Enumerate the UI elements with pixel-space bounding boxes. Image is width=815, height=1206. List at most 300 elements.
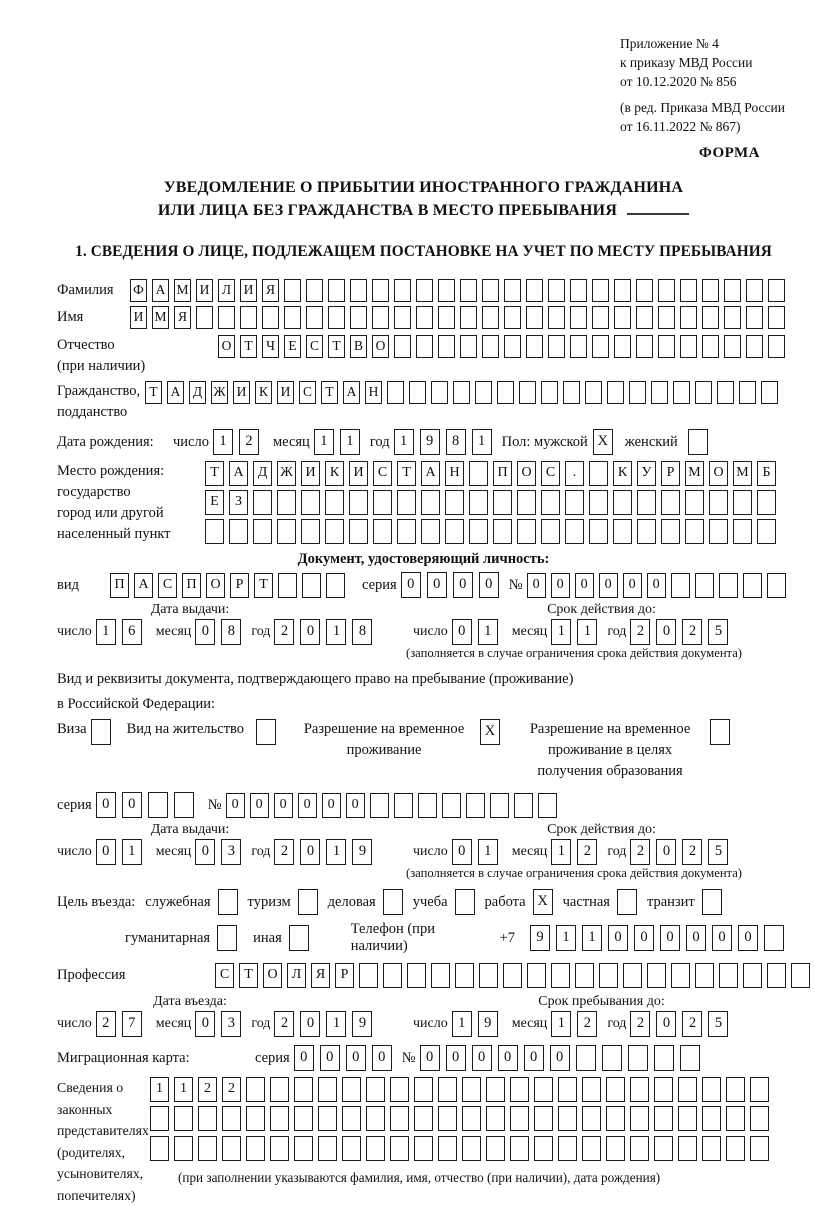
representatives-cells-row1 (150, 1077, 774, 1102)
form-title-line2 (57, 199, 790, 222)
char-cell (301, 490, 320, 515)
char-cell: 2 (274, 619, 294, 645)
char-cell (270, 1077, 289, 1102)
char-cell (503, 963, 522, 988)
expiry-day-cells (452, 619, 504, 645)
char-cell (394, 793, 413, 818)
identity-expiry-caption: Срок действия до: (413, 602, 790, 618)
char-cell (541, 381, 558, 404)
char-cell: 1 (96, 619, 116, 645)
char-cell (270, 1136, 289, 1161)
char-cell (680, 306, 697, 329)
char-cell (538, 793, 557, 818)
residence-series-cells (96, 792, 200, 818)
char-cell (726, 1136, 745, 1161)
char-cell: 1 (582, 925, 602, 951)
char-cell (576, 1045, 596, 1071)
char-cell (654, 1136, 673, 1161)
char-cell (592, 335, 609, 358)
char-cell: 1 (551, 619, 571, 645)
char-cell: 0 (96, 792, 116, 818)
profession-row (57, 963, 790, 988)
char-cell (719, 573, 738, 598)
char-cell (466, 793, 485, 818)
char-cell: П (493, 461, 512, 486)
migration-card-row (57, 1045, 790, 1071)
char-cell: 0 (226, 793, 245, 818)
char-cell (504, 335, 521, 358)
issue-month-label: месяц (156, 624, 192, 640)
char-cell (637, 490, 656, 515)
residence-expiry-year-cells (630, 839, 734, 865)
char-cell (695, 963, 714, 988)
char-cell (438, 279, 455, 302)
char-cell (217, 925, 237, 951)
char-cell (724, 279, 741, 302)
char-cell: Т (328, 335, 345, 358)
char-cell (298, 889, 318, 915)
char-cell (414, 1106, 433, 1131)
representatives-note: (при заполнении указываются фамилия, имя, отчество (при наличии), дата рождения) (178, 1170, 790, 1186)
char-cell (548, 279, 565, 302)
char-cell (680, 279, 697, 302)
char-cell: 0 (250, 793, 269, 818)
char-cell (475, 381, 492, 404)
char-cell: 1 (478, 839, 498, 865)
char-cell: М (685, 461, 704, 486)
char-cell: М (152, 306, 169, 329)
char-cell: 1 (314, 429, 334, 455)
issue-year-cells (274, 619, 378, 645)
char-cell: Ч (262, 335, 279, 358)
char-cell (613, 490, 632, 515)
sex-female-label: женский (625, 434, 678, 451)
char-cell (606, 1106, 625, 1131)
char-cell: 0 (634, 925, 654, 951)
char-cell (294, 1136, 313, 1161)
char-cell (658, 306, 675, 329)
char-cell (218, 306, 235, 329)
char-cell (510, 1077, 529, 1102)
char-cell: О (517, 461, 536, 486)
char-cell (671, 573, 690, 598)
char-cell: 0 (452, 619, 472, 645)
stay-year-label: год (607, 1016, 626, 1032)
char-cell (651, 381, 668, 404)
char-cell (589, 519, 608, 544)
char-cell: 0 (322, 793, 341, 818)
char-cell (453, 381, 470, 404)
birth-place-rows (205, 461, 790, 549)
char-cell (623, 963, 642, 988)
entry-year-cells (274, 1011, 378, 1037)
char-cell (702, 1077, 721, 1102)
char-cell: С (158, 573, 177, 598)
birth-place-cells-row2 (205, 490, 781, 515)
birth-place-label-line2: государство (57, 482, 205, 503)
char-cell (534, 1136, 553, 1161)
char-cell (366, 1077, 385, 1102)
char-cell: И (349, 461, 368, 486)
char-cell (284, 279, 301, 302)
residence-issue-year-label: год (251, 844, 270, 860)
char-cell: 1 (174, 1077, 193, 1102)
title-underline (627, 213, 689, 215)
char-cell (150, 1106, 169, 1131)
char-cell (673, 381, 690, 404)
char-cell: 3 (221, 1011, 241, 1037)
char-cell (750, 1136, 769, 1161)
char-cell (613, 519, 632, 544)
char-cell (497, 381, 514, 404)
purpose-official-label: служебная (145, 894, 210, 911)
residence-issue-day-label: число (57, 844, 92, 860)
stay-until-caption: Срок пребывания до: (413, 994, 790, 1010)
patronymic-cells (218, 335, 790, 358)
char-cell (418, 793, 437, 818)
residence-expiry-day-label: число (413, 844, 448, 860)
char-cell (570, 306, 587, 329)
char-cell: 1 (326, 839, 346, 865)
char-cell: 5 (708, 619, 728, 645)
residence-issue-caption: Дата выдачи: (57, 822, 413, 838)
char-cell (246, 1106, 265, 1131)
char-cell (350, 306, 367, 329)
residence-number-label: № (208, 797, 222, 814)
char-cell (592, 306, 609, 329)
phone-prefix: +7 (500, 930, 515, 947)
representatives-label-line4: (родителях, (57, 1142, 150, 1164)
char-cell (278, 573, 297, 598)
char-cell (318, 1077, 337, 1102)
char-cell (460, 306, 477, 329)
representatives-cells-row3 (150, 1136, 774, 1161)
char-cell: 0 (479, 572, 499, 598)
purpose-business-label: деловая (328, 894, 376, 911)
appendix-line-2: к приказу МВД России (620, 53, 790, 72)
char-cell: 0 (686, 925, 706, 951)
char-cell: 1 (326, 1011, 346, 1037)
char-cell (205, 519, 224, 544)
char-cell: 1 (394, 429, 414, 455)
char-cell (372, 279, 389, 302)
char-cell: 0 (656, 1011, 676, 1037)
expiry-year-cells (630, 619, 734, 645)
char-cell: О (206, 573, 225, 598)
birth-place-label-line4: населенный пункт (57, 524, 205, 545)
purpose-tourism-label: туризм (248, 894, 291, 911)
surname-row (57, 279, 790, 302)
sex-female-checkbox (688, 429, 708, 455)
char-cell (563, 381, 580, 404)
char-cell: Д (189, 381, 206, 404)
char-cell: С (541, 461, 560, 486)
char-cell: Л (287, 963, 306, 988)
char-cell (438, 1077, 457, 1102)
char-cell (416, 279, 433, 302)
option-residence-permit-checkbox (256, 719, 276, 745)
char-cell: Т (254, 573, 273, 598)
char-cell: И (301, 461, 320, 486)
char-cell (702, 1106, 721, 1131)
citizenship-label-line2: подданство (57, 402, 145, 423)
char-cell (222, 1106, 241, 1131)
stay-day-label: число (413, 1016, 448, 1032)
purpose-humanitarian-label: гуманитарная (125, 930, 210, 947)
identity-expiry-col (413, 602, 790, 645)
char-cell (733, 519, 752, 544)
representatives-label-line6: попечителях) (57, 1185, 150, 1206)
purpose-private-checkbox (617, 889, 637, 915)
char-cell (372, 306, 389, 329)
char-cell: 0 (453, 572, 473, 598)
identity-doc-note: (заполняется в случае ограничения срока действия документа) (57, 646, 790, 661)
char-cell: 1 (122, 839, 142, 865)
char-cell (174, 792, 194, 818)
surname-label: Фамилия (57, 282, 130, 299)
entry-day-label: число (57, 1016, 92, 1032)
purpose-other-label: иная (253, 930, 282, 947)
residence-doc-note: (заполняется в случае ограничения срока действия документа) (57, 866, 790, 881)
char-cell (325, 519, 344, 544)
char-cell (558, 1106, 577, 1131)
char-cell (328, 279, 345, 302)
char-cell (791, 963, 810, 988)
char-cell: 9 (478, 1011, 498, 1037)
option-temp-residence-checkbox (480, 719, 500, 745)
char-cell: 2 (577, 1011, 597, 1037)
representatives-cells-row2 (150, 1106, 774, 1131)
char-cell (757, 519, 776, 544)
char-cell: 2 (239, 429, 259, 455)
char-cell: 5 (708, 839, 728, 865)
representatives-rows (150, 1077, 790, 1186)
char-cell: Р (661, 461, 680, 486)
residence-issue-month-cells (195, 839, 247, 865)
char-cell: 0 (452, 839, 472, 865)
char-cell (526, 335, 543, 358)
residence-series-label: серия (57, 797, 92, 814)
char-cell (637, 519, 656, 544)
char-cell (678, 1106, 697, 1131)
char-cell (658, 335, 675, 358)
birth-day-label: число (173, 434, 209, 451)
char-cell (253, 519, 272, 544)
sex-male-label: Пол: мужской (502, 434, 588, 451)
char-cell (647, 963, 666, 988)
doc-series-label: серия (362, 577, 397, 594)
char-cell (421, 519, 440, 544)
entry-day-cells (96, 1011, 148, 1037)
char-cell (174, 1136, 193, 1161)
migration-series-label: серия (255, 1050, 290, 1067)
char-cell: П (182, 573, 201, 598)
representatives-label-line3: представителях (57, 1120, 150, 1142)
char-cell (445, 490, 464, 515)
char-cell: 0 (420, 1045, 440, 1071)
char-cell (416, 306, 433, 329)
char-cell: 1 (551, 1011, 571, 1037)
char-cell: 0 (550, 1045, 570, 1071)
char-cell: И (277, 381, 294, 404)
char-cell: 1 (556, 925, 576, 951)
birth-place-label-line3: город или другой (57, 503, 205, 524)
char-cell: Е (284, 335, 301, 358)
char-cell (589, 490, 608, 515)
char-cell: П (110, 573, 129, 598)
option-visa (57, 719, 111, 745)
char-cell (438, 335, 455, 358)
char-cell: Т (321, 381, 338, 404)
char-cell (695, 573, 714, 598)
citizenship-row (57, 381, 790, 423)
char-cell (654, 1077, 673, 1102)
char-cell: 2 (682, 839, 702, 865)
birth-month-cells (314, 429, 366, 455)
char-cell: З (229, 490, 248, 515)
stay-until-col (413, 994, 790, 1037)
phone-cells (530, 925, 790, 951)
char-cell (462, 1136, 481, 1161)
char-cell (630, 1077, 649, 1102)
char-cell (246, 1136, 265, 1161)
char-cell (685, 519, 704, 544)
identity-doc-dates (57, 602, 790, 645)
char-cell (366, 1136, 385, 1161)
char-cell (630, 1106, 649, 1131)
char-cell (462, 1106, 481, 1131)
representatives-label-line2: законных (57, 1099, 150, 1121)
birth-year-cells (394, 429, 498, 455)
char-cell: 1 (452, 1011, 472, 1037)
char-cell: Е (205, 490, 224, 515)
char-cell: А (343, 381, 360, 404)
char-cell (582, 1136, 601, 1161)
char-cell (702, 279, 719, 302)
char-cell (636, 279, 653, 302)
char-cell (373, 490, 392, 515)
char-cell (570, 335, 587, 358)
char-cell: 0 (300, 1011, 320, 1037)
char-cell: Р (230, 573, 249, 598)
char-cell (743, 573, 762, 598)
stay-month-cells (551, 1011, 603, 1037)
form-title-line2-text: ИЛИ ЛИЦА БЕЗ ГРАЖДАНСТВА В МЕСТО ПРЕБЫВАНИЯ (158, 202, 617, 219)
char-cell (614, 279, 631, 302)
char-cell (262, 306, 279, 329)
char-cell: А (229, 461, 248, 486)
issue-day-cells (96, 619, 148, 645)
char-cell (558, 1077, 577, 1102)
citizenship-label (57, 381, 145, 423)
char-cell (629, 381, 646, 404)
char-cell: 0 (608, 925, 628, 951)
char-cell (617, 889, 637, 915)
entry-date-caption: Дата въезда: (57, 994, 413, 1010)
char-cell (517, 519, 536, 544)
char-cell: 0 (195, 619, 215, 645)
char-cell: 1 (340, 429, 360, 455)
char-cell: 1 (472, 429, 492, 455)
char-cell (460, 279, 477, 302)
char-cell (414, 1077, 433, 1102)
char-cell (482, 279, 499, 302)
birth-place-block (57, 461, 790, 549)
char-cell (198, 1136, 217, 1161)
char-cell: 2 (630, 1011, 650, 1037)
char-cell: И (130, 306, 147, 329)
char-cell: К (255, 381, 272, 404)
option-residence-permit (127, 719, 276, 745)
char-cell: 9 (352, 1011, 372, 1037)
char-cell (482, 306, 499, 329)
char-cell: X (593, 429, 613, 455)
char-cell (469, 490, 488, 515)
char-cell (702, 1136, 721, 1161)
char-cell (702, 889, 722, 915)
purpose-study-label: учеба (413, 894, 448, 911)
char-cell (671, 963, 690, 988)
char-cell (438, 1136, 457, 1161)
birth-month-label: месяц (273, 434, 310, 451)
char-cell: 0 (623, 573, 642, 598)
char-cell: 0 (195, 839, 215, 865)
char-cell (570, 279, 587, 302)
char-cell (527, 963, 546, 988)
char-cell (661, 519, 680, 544)
doc-kind-label: вид (57, 577, 110, 594)
char-cell (767, 573, 786, 598)
char-cell (397, 490, 416, 515)
char-cell (658, 279, 675, 302)
char-cell (702, 306, 719, 329)
identity-issue-col (57, 602, 413, 645)
char-cell: Н (365, 381, 382, 404)
char-cell (709, 519, 728, 544)
char-cell: 0 (524, 1045, 544, 1071)
purpose-transit-checkbox (702, 889, 722, 915)
residence-doc-dates (57, 822, 790, 865)
phone-label: Телефон (при наличии) (351, 921, 472, 955)
char-cell (606, 1077, 625, 1102)
residence-number-cells (226, 793, 562, 818)
option-residence-permit-label: Вид на жительство (127, 719, 244, 740)
char-cell: 7 (122, 1011, 142, 1037)
form-label: ФОРМА (57, 145, 790, 162)
appendix-block (620, 34, 790, 136)
char-cell (294, 1077, 313, 1102)
profession-cells (215, 963, 815, 988)
residence-issue-month-label: месяц (156, 844, 192, 860)
char-cell (301, 519, 320, 544)
expiry-day-label: число (413, 624, 448, 640)
char-cell (654, 1045, 674, 1071)
char-cell (302, 573, 321, 598)
option-temp-residence-education (518, 719, 730, 782)
char-cell: А (421, 461, 440, 486)
char-cell (482, 335, 499, 358)
char-cell (510, 1136, 529, 1161)
char-cell (607, 381, 624, 404)
citizenship-cells (145, 381, 783, 404)
char-cell (229, 519, 248, 544)
identity-doc-row (57, 572, 790, 598)
char-cell: Д (253, 461, 272, 486)
residence-expiry-year-label: год (607, 844, 626, 860)
char-cell (455, 889, 475, 915)
surname-cells (130, 279, 790, 302)
char-cell: 2 (682, 619, 702, 645)
